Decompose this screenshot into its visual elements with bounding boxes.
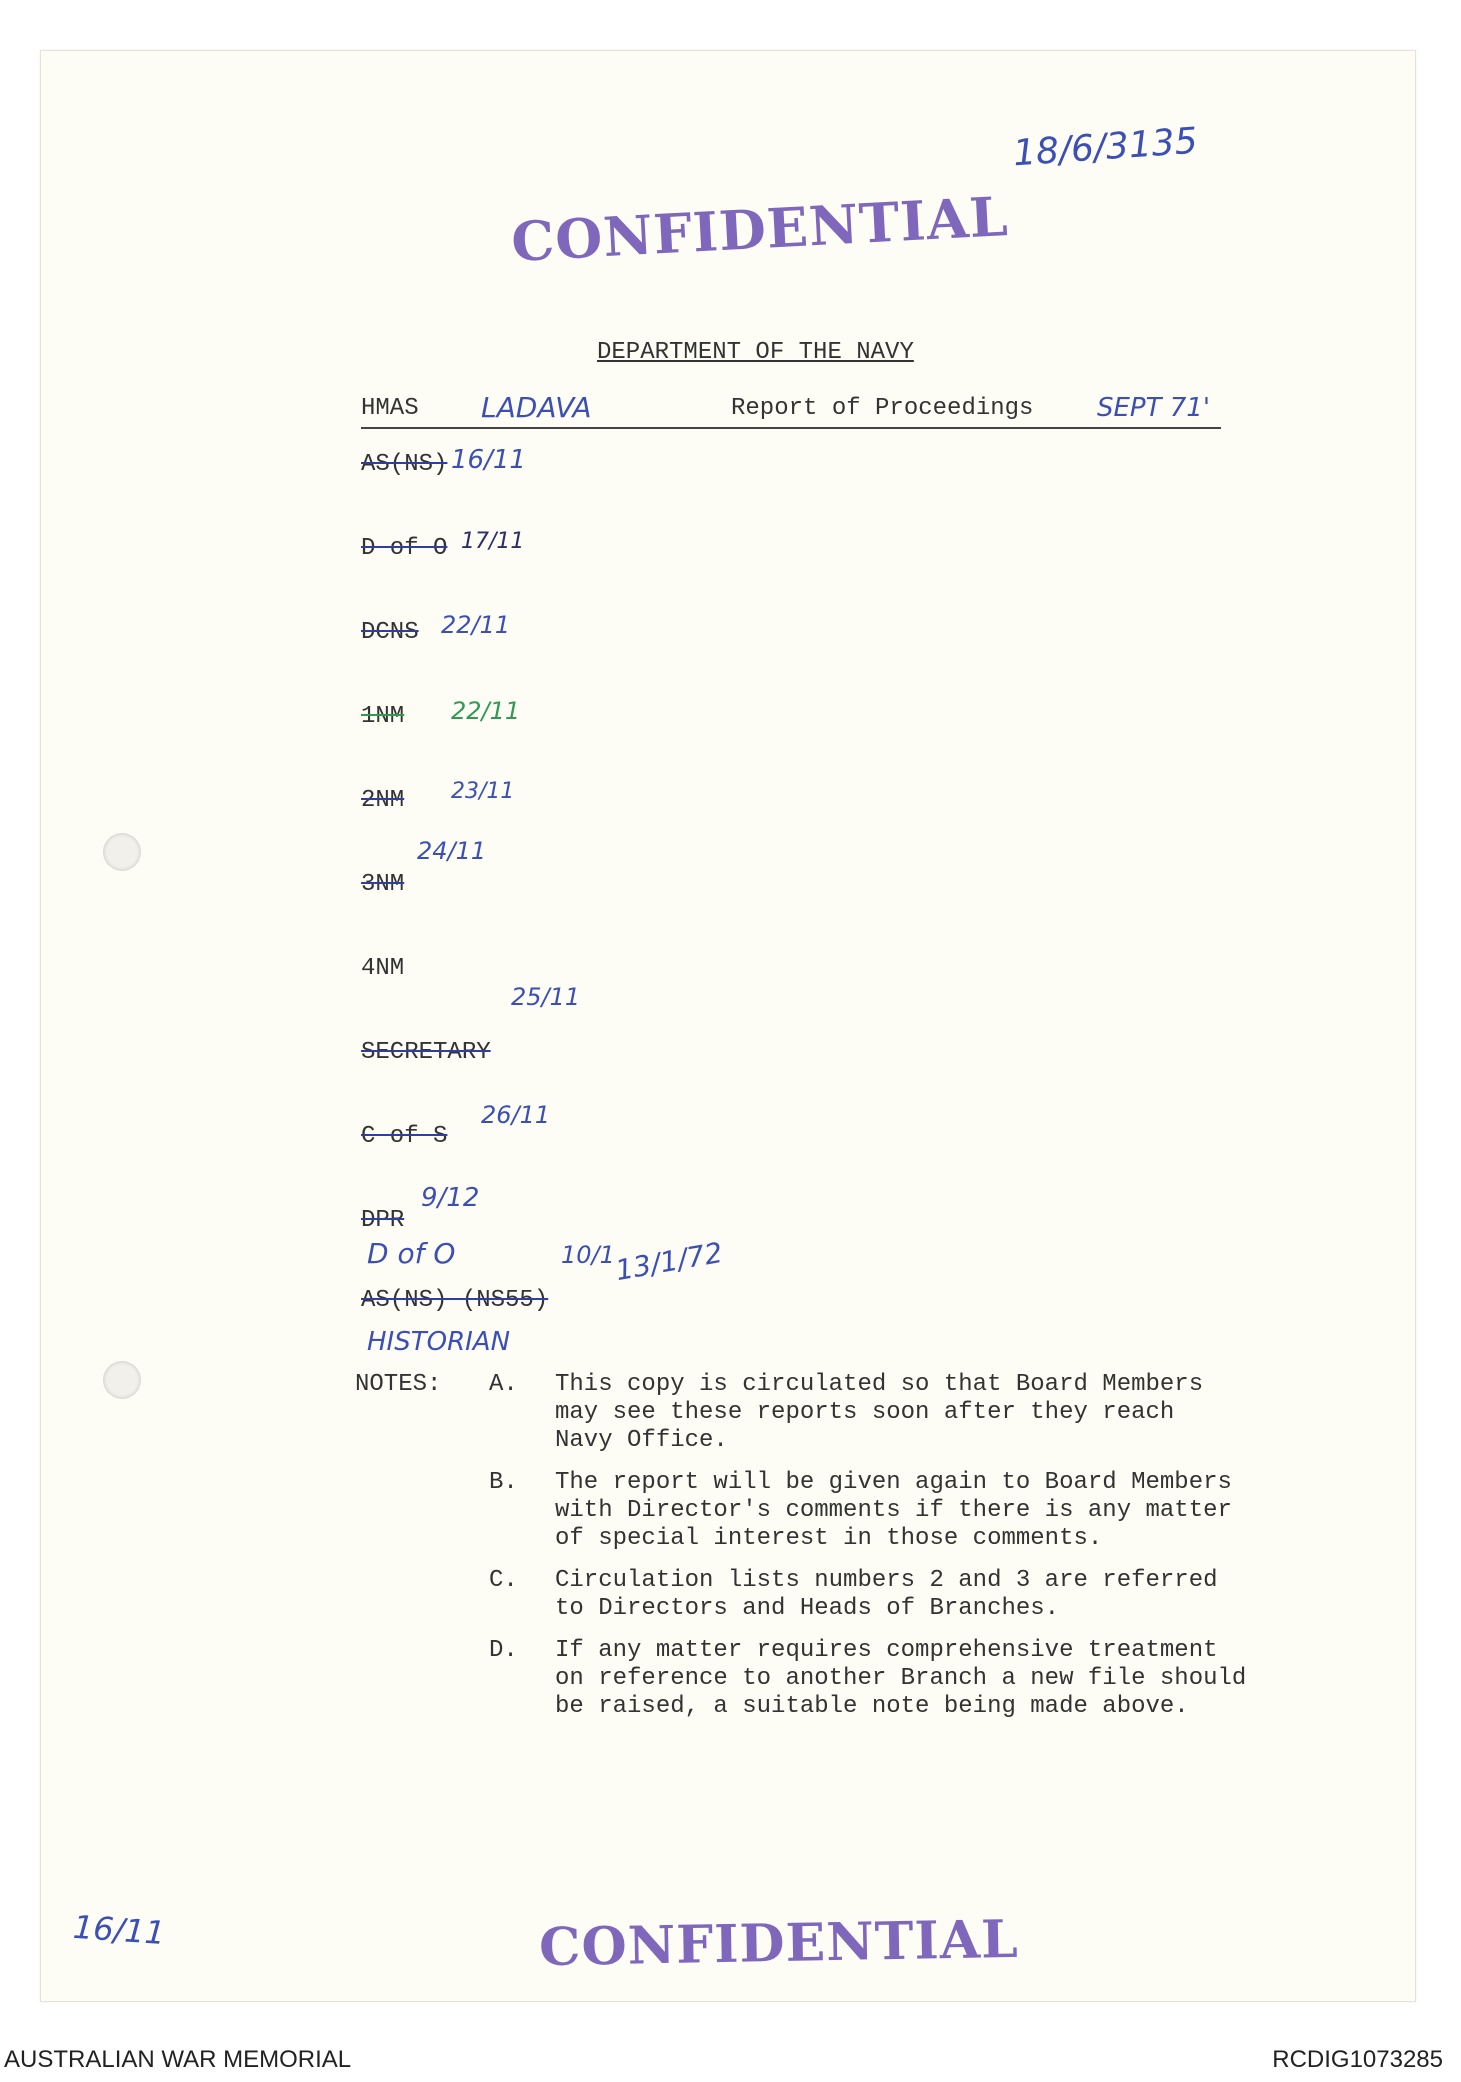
confidential-stamp-top: CONFIDENTIAL (509, 184, 1010, 274)
initials-as-ns: 16/11 (451, 445, 526, 475)
initials-2nm: 23/11 (451, 779, 515, 804)
note-letter: C. (489, 1567, 518, 1594)
file-reference: 18/6/3135 (1011, 120, 1199, 175)
note-item (355, 1371, 1375, 1455)
circulation-item-1nm: 1NM (361, 703, 405, 730)
ship-name: LADAVA (481, 391, 592, 424)
circulation-item-dcns: DCNS (361, 619, 419, 646)
punch-hole-bottom (103, 1361, 141, 1399)
circulation-item-4nm: 4NM (361, 955, 405, 982)
initials-c-of-s: 26/11 (481, 1101, 551, 1129)
handwritten-historian: HISTORIAN (367, 1327, 511, 1357)
initials-d-of-o: 17/11 (461, 529, 525, 554)
note-letter: B. (489, 1469, 518, 1496)
circulation-item-2nm: 2NM (361, 787, 405, 814)
circulation-item-as-ns-ns55: AS(NS) (NS55) (361, 1287, 549, 1314)
circulation-item-as-ns: AS(NS) (361, 451, 448, 478)
initials-dpr: 9/12 (421, 1183, 480, 1213)
note-letter: A. (489, 1371, 518, 1398)
initials-3nm: 24/11 (417, 837, 487, 865)
initials-secretary: 25/11 (511, 983, 581, 1011)
note-item (355, 1567, 1375, 1623)
department-title: DEPARTMENT OF THE NAVY (597, 339, 914, 366)
initials-1nm: 22/11 (451, 697, 521, 725)
footer-institution: AUSTRALIAN WAR MEMORIAL (4, 2046, 352, 2073)
report-month: SEPT 71' (1097, 393, 1210, 423)
handwritten-d-of-o: D of O (367, 1237, 456, 1270)
report-header-row (361, 393, 1221, 429)
note-text: If any matter requires comprehensive treatment on reference to another Branch a new file should be raised, a suitable note being made above. (555, 1637, 1247, 1720)
circulation-item-c-of-s: C of S (361, 1123, 448, 1150)
circulation-item-3nm: 3NM (361, 871, 405, 898)
bottom-initials: 16/11 (71, 1907, 167, 1953)
note-text: The report will be given again to Board Members with Director's comments if there is any matter of special interest in those comments. (555, 1469, 1232, 1552)
note-item (355, 1469, 1375, 1553)
handwritten-date: 13/1/72 (612, 1235, 725, 1288)
document-page (40, 50, 1416, 2002)
circulation-item-d-of-o: D of O (361, 535, 448, 562)
note-item (355, 1637, 1375, 1721)
footer-record-id: RCDIG1073285 (1272, 2046, 1443, 2073)
notes-label: NOTES: (355, 1371, 442, 1398)
punch-hole-top (103, 833, 141, 871)
note-text: This copy is circulated so that Board Members may see these reports soon after they reach Navy Office. (555, 1371, 1204, 1454)
notes-section (355, 1371, 1375, 1735)
circulation-item-secretary: SECRETARY (361, 1039, 491, 1066)
report-label: Report of Proceedings (731, 395, 1034, 422)
initials-dcns: 22/11 (441, 611, 511, 639)
confidential-stamp-bottom: CONFIDENTIAL (538, 1908, 1020, 1979)
circulation-item-dpr: DPR (361, 1207, 405, 1234)
hmas-label: HMAS (361, 395, 419, 422)
note-letter: D. (489, 1637, 518, 1664)
note-text: Circulation lists numbers 2 and 3 are referred to Directors and Heads of Branches. (555, 1567, 1218, 1622)
initials-as-ns-ns55: 10/1 (561, 1241, 615, 1269)
